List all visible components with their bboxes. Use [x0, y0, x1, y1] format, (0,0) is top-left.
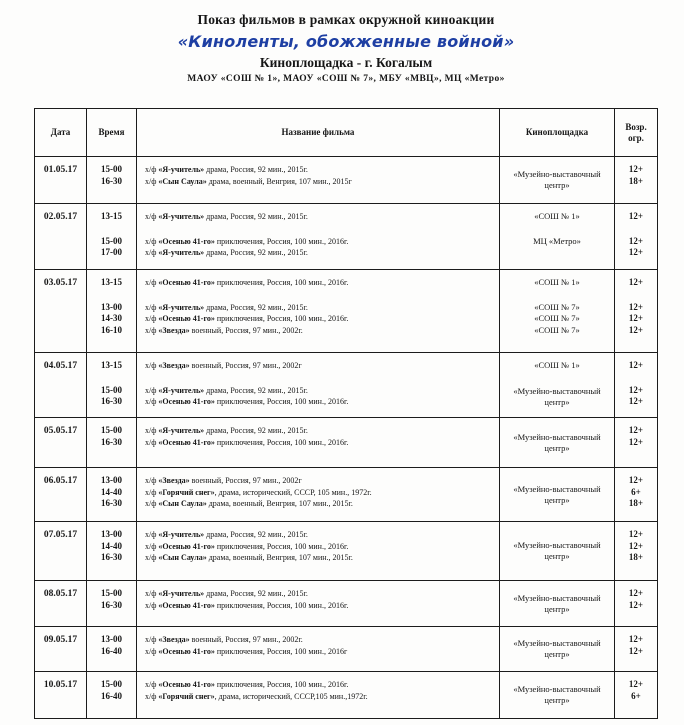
showtime: 13-15	[101, 277, 122, 287]
date-cell: 03.05.17	[35, 270, 87, 352]
film-prefix: х/ф	[145, 635, 159, 644]
venue-name: «Музейно-выставочный центр»	[513, 638, 601, 659]
col-header-time: Время	[87, 109, 137, 156]
film-desc: драма, Россия, 92 мин., 2015г.	[204, 385, 308, 395]
showtime: 15-00	[101, 384, 122, 395]
film-line	[145, 487, 495, 499]
age-cell	[615, 522, 657, 580]
film-title: «Я-учитель»	[158, 426, 205, 435]
showtime: 13-00	[101, 301, 122, 312]
film-desc: драма, военный, Венгрия, 107 мин., 2015г	[206, 176, 352, 186]
film-title: «Звезда»	[158, 635, 190, 644]
film-prefix: х/ф	[145, 426, 159, 435]
film-line	[145, 164, 495, 176]
age-badge: 12+	[628, 425, 644, 435]
schedule-row	[35, 627, 657, 672]
film-prefix: х/ф	[145, 589, 159, 598]
schedule-row	[35, 353, 657, 418]
age-cell	[615, 270, 657, 289]
date-cell: 10.05.17	[35, 672, 87, 718]
film-desc: приключения, Россия, 100 мин., 2016г.	[214, 541, 349, 551]
doc-venues-line: МАОУ «СОШ № 1», МАОУ «СОШ № 7», МБУ «МВЦ», МЦ «Метро»	[187, 74, 505, 84]
film-prefix: х/ф	[145, 248, 159, 257]
col-header-venue: Киноплощадка	[500, 109, 615, 156]
film-desc: драма, военный, Венгрия, 107 мин., 2015г.	[206, 499, 353, 508]
campaign-title: «Киноленты, обожженные войной»	[177, 32, 515, 51]
film-name-cell	[137, 353, 500, 372]
film-line	[145, 176, 495, 188]
film-line	[145, 498, 495, 510]
film-title: «Сын Саула»	[158, 499, 207, 508]
film-desc: драма, Россия, 92 мин., 2015г.	[204, 530, 308, 539]
film-desc: военный, Россия, 97 мин., 2002г	[189, 476, 302, 485]
showtime: 13-00	[101, 529, 122, 539]
time-cell	[87, 581, 137, 626]
age-badge: 18+	[628, 498, 644, 508]
time-cell	[87, 223, 137, 270]
showtime: 16-30	[101, 599, 122, 610]
film-title: «Осенью 41-го»	[158, 437, 215, 447]
venue-cell	[500, 372, 615, 418]
film-line	[145, 600, 495, 612]
film-title: «Осенью 41-го»	[158, 314, 215, 323]
date-cell: 01.05.17	[35, 157, 87, 203]
film-prefix: х/ф	[145, 302, 159, 312]
film-prefix: х/ф	[145, 385, 159, 395]
venue-block	[87, 468, 657, 521]
venue-cell	[500, 522, 615, 580]
venue-name: «СОШ № 7»	[534, 324, 580, 335]
schedule-row	[35, 672, 657, 718]
age-badge: 12+	[628, 384, 644, 395]
schedule-row	[35, 418, 657, 468]
showtime: 16-40	[101, 690, 122, 701]
time-cell	[87, 157, 137, 203]
venue-cell	[500, 270, 615, 289]
showtime: 16-30	[101, 498, 122, 508]
film-line	[145, 437, 495, 449]
doc-location-line: Киноплощадка - г. Когалым	[259, 55, 433, 70]
age-badge: 12+	[628, 436, 644, 447]
film-prefix: х/ф	[145, 487, 159, 497]
venue-block	[87, 672, 657, 718]
age-badge: 12+	[628, 277, 644, 287]
time-cell	[87, 468, 137, 521]
showtime: 13-00	[101, 475, 122, 485]
film-title: «Горячий снег»	[158, 691, 215, 701]
doc-title-line: Показ фильмов в рамках окружной киноакции	[197, 12, 495, 27]
film-line	[145, 541, 495, 553]
venue-name: «СОШ № 7»	[534, 313, 580, 323]
film-line	[145, 425, 495, 437]
date-cell: 06.05.17	[35, 468, 87, 521]
film-prefix: х/ф	[145, 212, 159, 221]
venue-name: «СОШ № 1»	[534, 211, 580, 222]
age-badge: 12+	[628, 211, 644, 221]
venue-cell	[500, 672, 615, 718]
film-title: «Я-учитель»	[158, 165, 205, 174]
film-title: «Сын Саула»	[158, 176, 207, 186]
schedule-table	[34, 108, 658, 719]
col-header-age: Возр. огр.	[625, 121, 647, 143]
time-cell	[87, 353, 137, 372]
showtime: 15-00	[101, 164, 122, 174]
film-prefix: х/ф	[145, 646, 159, 656]
film-desc: приключения, Россия, 100 мин., 2016г.	[214, 437, 349, 447]
age-badge: 12+	[628, 360, 644, 370]
date-cell: 04.05.17	[35, 353, 87, 417]
table-body	[35, 157, 657, 718]
film-desc: военный, Россия, 97 мин., 2002г.	[189, 635, 303, 644]
film-desc: приключения, Россия, 100 мин., 2016г.	[214, 600, 349, 610]
film-prefix: х/ф	[145, 691, 159, 701]
venue-cell	[500, 204, 615, 223]
time-cell	[87, 418, 137, 467]
col-header-date: Дата	[35, 109, 87, 156]
venue-name: «Музейно-выставочный центр»	[513, 684, 601, 705]
film-line	[145, 634, 495, 646]
row-blocks	[87, 522, 657, 580]
film-line	[145, 396, 495, 408]
date-cell: 07.05.17	[35, 522, 87, 580]
age-badge: 12+	[628, 475, 644, 485]
venue-block	[87, 581, 657, 626]
film-line	[145, 679, 495, 691]
film-desc: приключения, Россия, 100 мин., 2016г.	[214, 278, 349, 287]
film-name-cell	[137, 468, 500, 521]
film-prefix: х/ф	[145, 397, 159, 406]
venue-name: «Музейно-выставочный центр»	[513, 169, 601, 190]
film-prefix: х/ф	[145, 680, 159, 689]
film-title: «Я-учитель»	[158, 248, 205, 257]
age-cell	[615, 468, 657, 521]
age-cell	[615, 372, 657, 418]
film-line	[145, 236, 495, 248]
showtime: 16-30	[101, 175, 122, 186]
venue-block	[87, 353, 657, 372]
film-desc: драма, Россия, 92 мин., 2015г.	[204, 589, 308, 598]
venue-cell	[500, 418, 615, 467]
film-prefix: х/ф	[145, 530, 159, 539]
film-title: «Звезда»	[158, 476, 190, 485]
film-line	[145, 385, 495, 397]
showtime: 16-30	[101, 396, 122, 406]
venue-block	[87, 627, 657, 671]
film-name-cell	[137, 418, 500, 467]
venue-name	[500, 247, 614, 259]
row-blocks	[87, 204, 657, 269]
venue-name: «Музейно-выставочный центр»	[513, 483, 601, 505]
date-cell: 05.05.17	[35, 418, 87, 467]
film-desc: драма, военный, Венгрия, 107 мин., 2015г.	[206, 553, 353, 562]
age-cell	[615, 289, 657, 353]
showtime: 17-00	[101, 247, 122, 257]
venue-cell	[500, 289, 615, 353]
film-prefix: х/ф	[145, 361, 159, 370]
film-line	[145, 475, 495, 487]
showtime: 13-00	[101, 634, 122, 644]
film-desc: драма, Россия, 92 мин., 2015г.	[204, 165, 308, 174]
time-cell	[87, 522, 137, 580]
age-badge: 12+	[628, 588, 644, 598]
time-cell	[87, 372, 137, 418]
row-blocks	[87, 270, 657, 352]
table-header-row	[35, 109, 657, 157]
date-cell: 02.05.17	[35, 204, 87, 269]
showtime: 16-40	[101, 645, 122, 656]
age-cell	[615, 418, 657, 467]
film-title: «Я-учитель»	[158, 589, 205, 598]
venue-cell	[500, 353, 615, 372]
venue-block	[87, 289, 657, 353]
film-name-cell	[137, 157, 500, 203]
venue-block	[87, 372, 657, 418]
film-title: «Я-учитель»	[158, 212, 205, 221]
showtime: 16-30	[101, 436, 122, 447]
film-prefix: х/ф	[145, 325, 159, 335]
venue-name: МЦ «Метро»	[533, 235, 581, 246]
schedule-row	[35, 270, 657, 353]
venue-name: «Музейно-выставочный центр»	[513, 431, 601, 453]
film-desc: приключения, Россия, 100 мин., 2016г	[214, 646, 348, 656]
film-desc: приключения, Россия, 100 мин., 2016г.	[214, 314, 349, 323]
film-line	[145, 646, 495, 658]
showtime: 13-15	[101, 211, 122, 221]
venue-block	[87, 157, 657, 203]
age-badge: 12+	[628, 634, 644, 644]
film-prefix: х/ф	[145, 437, 159, 447]
venue-cell	[500, 627, 615, 671]
date-cell: 09.05.17	[35, 627, 87, 671]
film-line	[145, 313, 495, 325]
film-prefix: х/ф	[145, 553, 159, 562]
film-line	[145, 552, 495, 564]
film-line	[145, 247, 495, 259]
schedule-row	[35, 581, 657, 627]
film-title: «Звезда»	[158, 325, 190, 335]
time-cell	[87, 627, 137, 671]
time-cell	[87, 270, 137, 289]
showtime: 13-15	[101, 360, 122, 370]
venue-block	[87, 522, 657, 580]
film-prefix: х/ф	[145, 476, 159, 485]
film-line	[145, 302, 495, 314]
age-cell	[615, 581, 657, 626]
showtime: 15-00	[101, 679, 122, 689]
film-prefix: х/ф	[145, 176, 159, 186]
showtime: 14-40	[101, 540, 122, 551]
venue-cell	[500, 223, 615, 270]
age-badge: 6+	[631, 690, 641, 701]
age-badge: 12+	[628, 313, 644, 323]
venue-block	[87, 418, 657, 467]
row-blocks	[87, 157, 657, 203]
film-line	[145, 529, 495, 541]
age-badge: 6+	[631, 486, 641, 497]
venue-name: «Музейно-выставочный центр»	[513, 592, 601, 614]
schedule-row	[35, 204, 657, 270]
row-blocks	[87, 627, 657, 671]
venue-block	[87, 204, 657, 223]
venue-name: «СОШ № 7»	[534, 301, 580, 312]
showtime: 16-30	[101, 552, 122, 562]
showtime: 14-40	[101, 486, 122, 497]
film-line	[145, 691, 495, 703]
film-title: «Сын Саула»	[158, 553, 207, 562]
age-badge: 18+	[628, 552, 644, 562]
film-name-cell	[137, 581, 500, 626]
date-cell: 08.05.17	[35, 581, 87, 626]
film-title: «Звезда»	[158, 361, 190, 370]
age-badge: 12+	[628, 529, 644, 539]
row-blocks	[87, 353, 657, 417]
film-name-cell	[137, 204, 500, 223]
age-cell	[615, 157, 657, 203]
age-badge: 12+	[628, 235, 644, 246]
film-name-cell	[137, 522, 500, 580]
film-prefix: х/ф	[145, 541, 159, 551]
film-prefix: х/ф	[145, 278, 159, 287]
film-desc: приключения, Россия, 100 мин., 2016г.	[214, 397, 349, 406]
venue-cell	[500, 581, 615, 626]
film-name-cell	[137, 289, 500, 353]
age-badge: 12+	[628, 324, 644, 335]
film-name-cell	[137, 627, 500, 671]
film-desc: , драма, исторический, СССР,105 мин.,1972г.	[214, 691, 368, 701]
film-desc: драма, Россия, 92 мин., 2015г.	[204, 302, 308, 312]
age-badge: 12+	[628, 679, 644, 689]
film-name-cell	[137, 372, 500, 418]
film-line	[145, 325, 495, 337]
showtime: 16-10	[101, 324, 122, 335]
age-cell	[615, 353, 657, 372]
film-title: «Осенью 41-го»	[158, 236, 215, 246]
age-cell	[615, 204, 657, 223]
film-title: «Осенью 41-го»	[158, 397, 215, 406]
showtime: 15-00	[101, 425, 122, 435]
age-badge: 12+	[628, 599, 644, 610]
venue-block	[87, 270, 657, 289]
film-desc: военный, Россия, 97 мин., 2002г.	[189, 325, 303, 335]
film-title: «Осенью 41-го»	[158, 600, 215, 610]
col-header-film: Название фильма	[137, 109, 500, 156]
film-title: «Я-учитель»	[158, 530, 205, 539]
film-desc: драма, Россия, 92 мин., 2015г.	[204, 426, 308, 435]
film-line	[145, 277, 495, 289]
age-cell	[615, 627, 657, 671]
film-desc: , драма, исторический, СССР, 105 мин., 1972г.	[214, 487, 372, 497]
film-line	[145, 588, 495, 600]
document-header	[34, 12, 658, 84]
venue-name: «Музейно-выставочный центр»	[513, 386, 601, 408]
film-desc: драма, Россия, 92 мин., 2015г.	[204, 248, 308, 257]
age-cell	[615, 223, 657, 270]
film-name-cell	[137, 672, 500, 718]
age-cell	[615, 672, 657, 718]
showtime: 15-00	[101, 235, 122, 246]
age-badge: 18+	[628, 175, 644, 186]
schedule-row	[35, 522, 657, 581]
film-title: «Осенью 41-го»	[158, 541, 215, 551]
row-blocks	[87, 672, 657, 718]
film-title: «Горячий снег»	[158, 487, 215, 497]
film-line	[145, 211, 495, 223]
age-badge: 12+	[628, 396, 644, 406]
film-prefix: х/ф	[145, 165, 159, 174]
time-cell	[87, 204, 137, 223]
venue-block	[87, 223, 657, 270]
age-badge: 12+	[628, 247, 644, 257]
film-name-cell	[137, 223, 500, 270]
row-blocks	[87, 468, 657, 521]
row-blocks	[87, 581, 657, 626]
film-desc: приключения, Россия, 100 мин., 2016г.	[214, 680, 349, 689]
venue-name: «СОШ № 1»	[534, 360, 580, 371]
film-title: «Осенью 41-го»	[158, 646, 215, 656]
time-cell	[87, 672, 137, 718]
film-prefix: х/ф	[145, 499, 159, 508]
time-cell	[87, 289, 137, 353]
age-badge: 12+	[628, 164, 644, 174]
film-desc: военный, Россия, 97 мин., 2002г	[189, 361, 302, 370]
film-title: «Осенью 41-го»	[158, 278, 215, 287]
film-desc: приключения, Россия, 100 мин., 2016г.	[214, 236, 349, 246]
row-blocks	[87, 418, 657, 467]
venue-name: «СОШ № 1»	[534, 277, 580, 288]
schedule-row	[35, 468, 657, 522]
film-prefix: х/ф	[145, 314, 159, 323]
age-badge: 12+	[628, 540, 644, 551]
film-line	[145, 360, 495, 372]
film-title: «Я-учитель»	[158, 302, 205, 312]
venue-name: «Музейно-выставочный центр»	[513, 540, 601, 561]
showtime: 15-00	[101, 588, 122, 598]
venue-cell	[500, 468, 615, 521]
schedule-row	[35, 157, 657, 204]
venue-cell	[500, 157, 615, 203]
film-prefix: х/ф	[145, 236, 159, 246]
film-name-cell	[137, 270, 500, 289]
film-prefix: х/ф	[145, 600, 159, 610]
film-title: «Осенью 41-го»	[158, 680, 215, 689]
age-badge: 12+	[628, 301, 644, 312]
film-title: «Я-учитель»	[158, 385, 205, 395]
film-desc: драма, Россия, 92 мин., 2015г.	[204, 212, 308, 221]
age-badge: 12+	[628, 645, 644, 656]
showtime: 14-30	[101, 313, 122, 323]
